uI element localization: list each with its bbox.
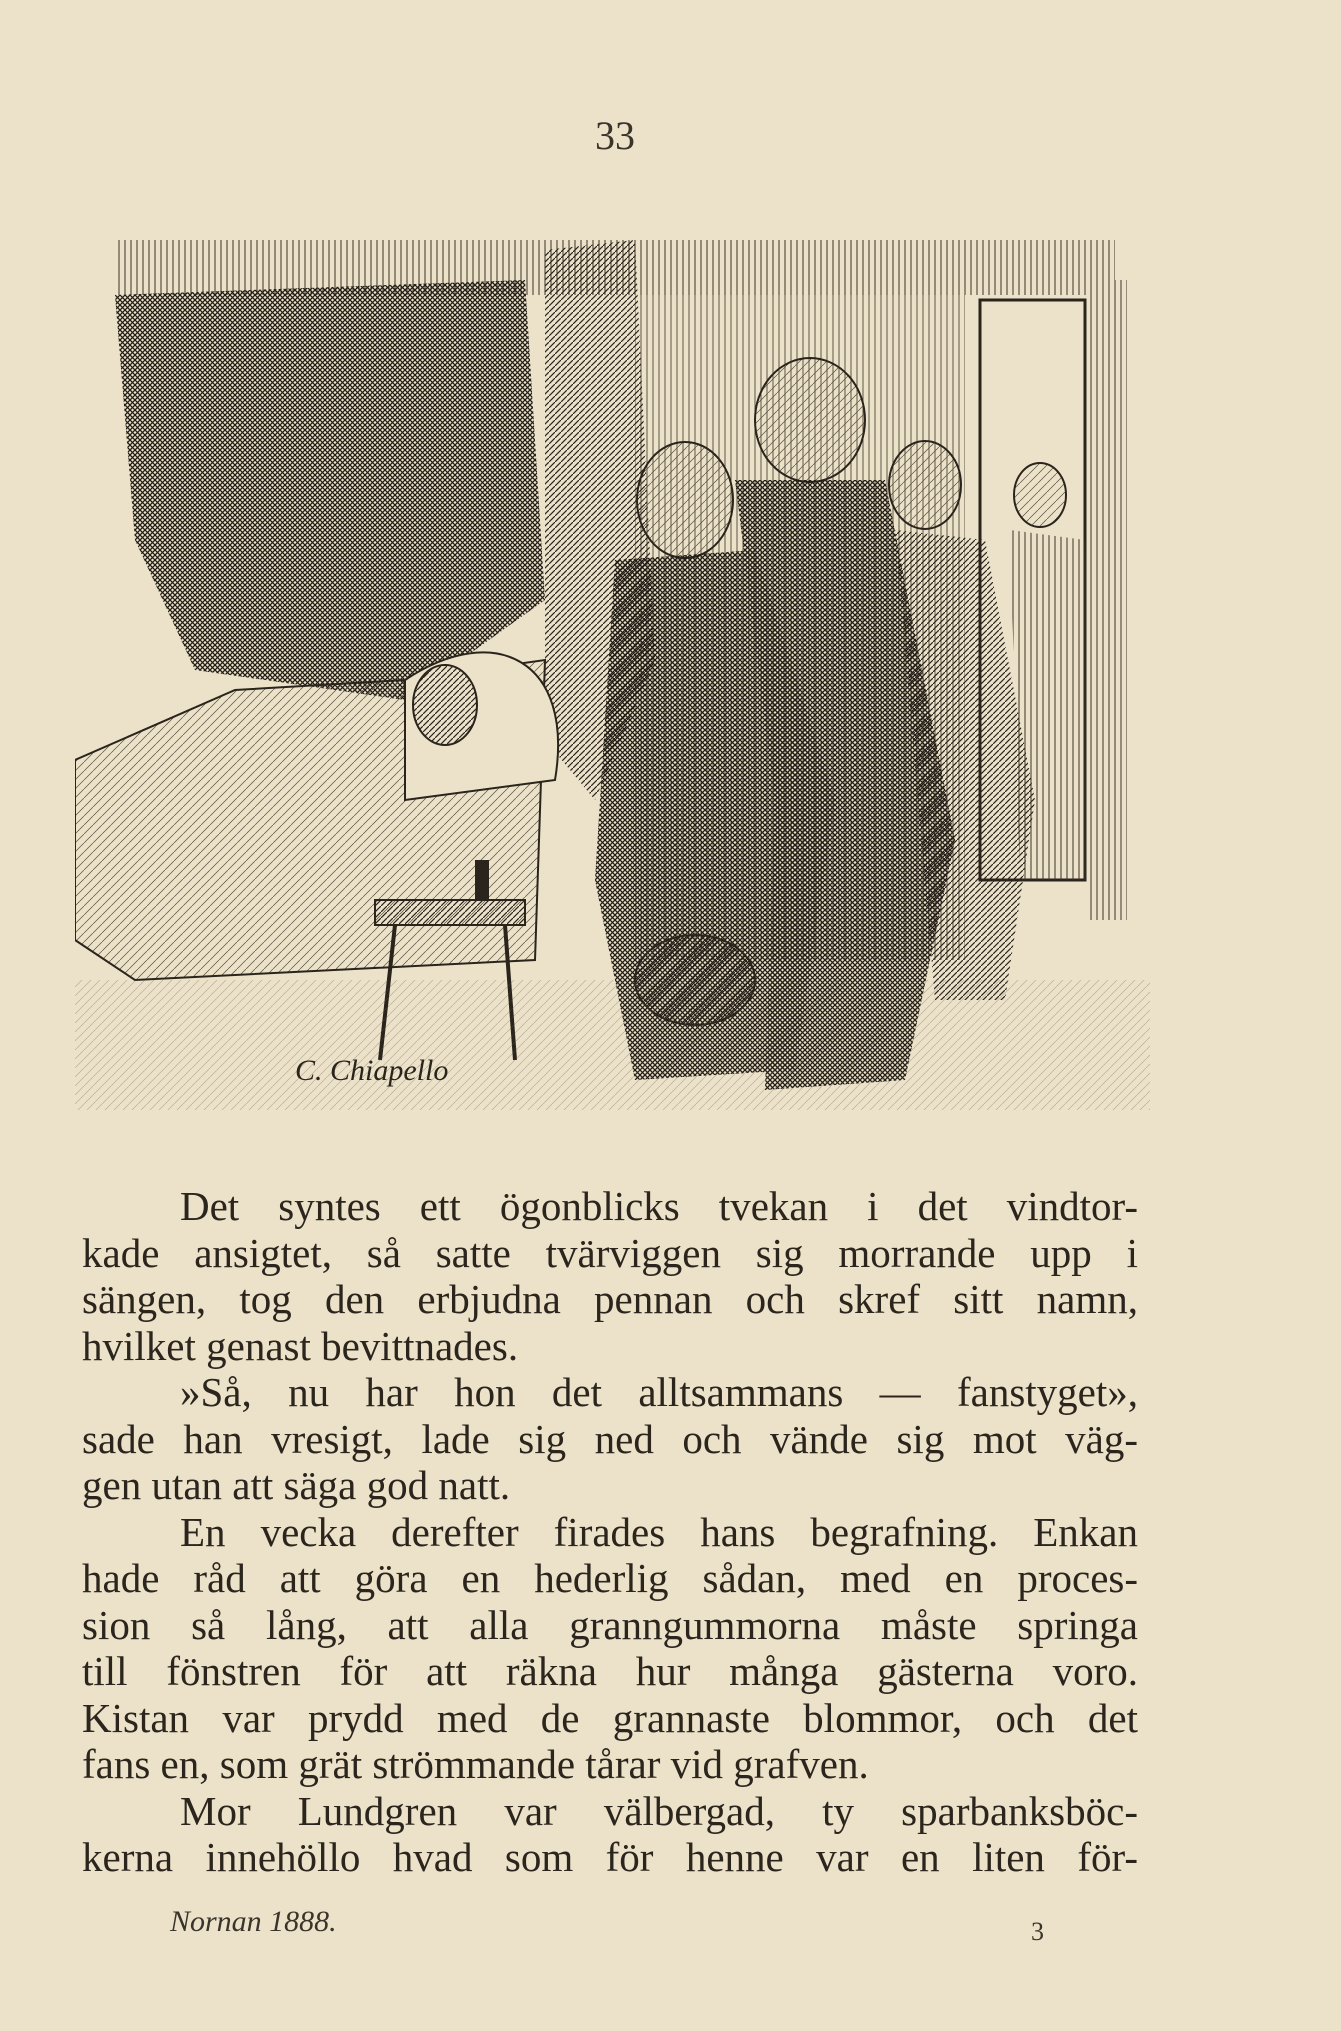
engraving-illustration [75,240,1150,1110]
text-line: hvilket genast bevittnades. [82,1322,519,1369]
text-line: Mor Lundgren var välbergad, ty sparbanksböc- [180,1787,1138,1834]
text-line: sion så lång, att alla granngummorna måste springa [82,1601,1138,1648]
priest-head [637,442,733,558]
fourth-man-body [1010,530,1095,880]
bed-canopy [115,280,545,700]
text-line: En vecka derefter firades hans begrafning. Enkan [180,1508,1138,1555]
fourth-man-head [1014,463,1066,527]
text-line: till fönstren för att räkna hur många gästerna voro. [82,1648,1138,1694]
text-line: Kistan var prydd med de grannaste blommor, och det [82,1694,1138,1741]
bottle [475,860,489,900]
third-man-head [889,441,961,529]
text-line: sade han vresigt, lade sig ned och vände sig mot väg- [82,1415,1138,1462]
bedside-table [375,900,525,925]
body-text [82,1183,1138,1881]
text-line: gen utan att säga god natt. [82,1462,511,1508]
text-line: fans en, som grät strömmande tårar vid grafven. [82,1741,869,1787]
text-line: »Så, nu har hon det alltsammans — fanstyget», [180,1369,1138,1415]
footer-signature: Nornan 1888. [170,1905,337,1938]
patient-head [413,665,477,745]
floor [75,980,1150,1110]
page-footer [170,1905,1100,1945]
artist-signature: C. Chiapello [295,1054,449,1087]
text-line: kade ansigtet, så satte tvärviggen sig morrande upp i [82,1229,1138,1276]
text-line: hade råd att göra en hederlig sådan, med en proces- [82,1555,1138,1601]
text-line: Det syntes ett ögonblicks tvekan i det vindtor- [180,1183,1138,1229]
text-line: kerna innehöllo hvad som för henne var en liten för- [82,1834,1138,1880]
sheet-number: 3 [1031,1917,1044,1946]
page-number: 33 [595,113,635,158]
tall-man-head [755,358,865,482]
text-line: sängen, tog den erbjudna pennan och skref sitt namn, [82,1276,1138,1322]
